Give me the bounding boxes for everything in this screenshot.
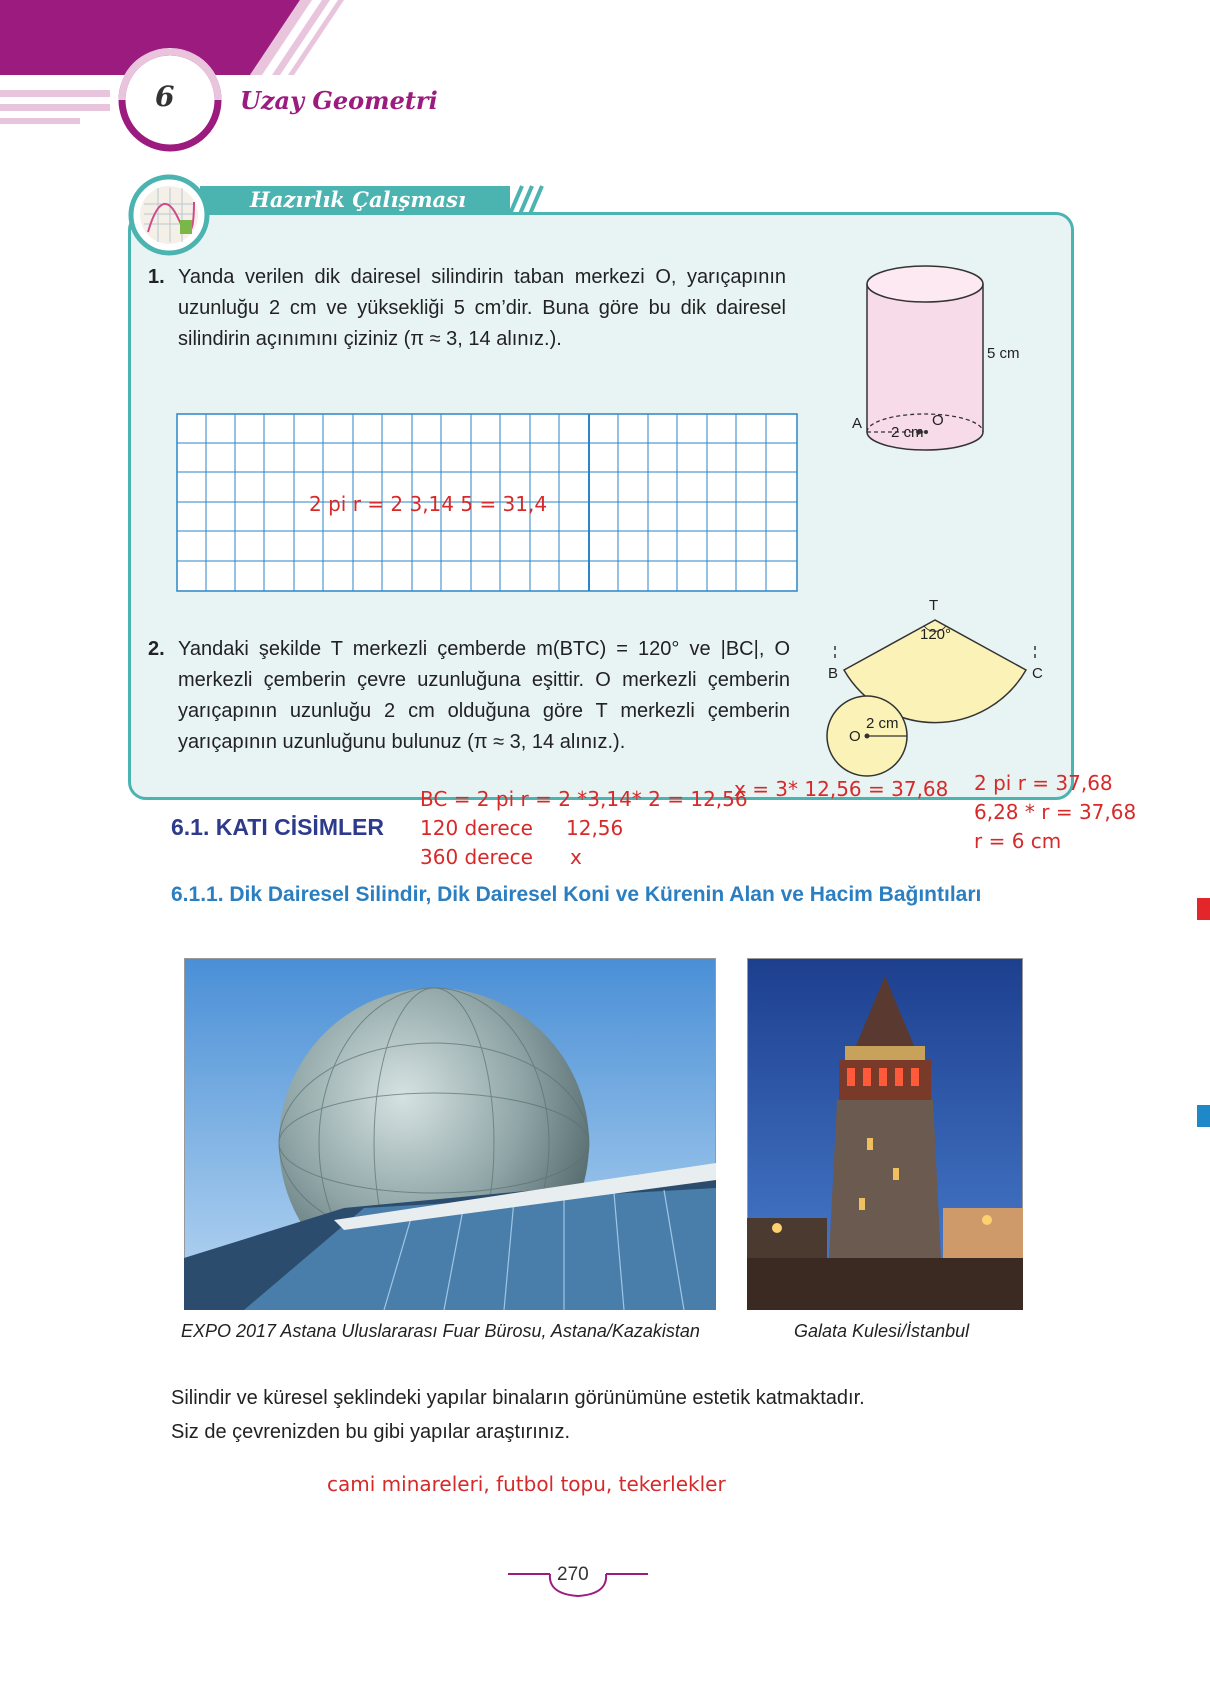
cylinder-point-a: A: [852, 415, 863, 432]
section-subheading: 6.1.1. Dik Dairesel Silindir, Dik Dairesel Koni ve Kürenin Alan ve Hacim Bağıntıları: [171, 883, 982, 906]
annotation-answer: cami minareleri, futbol topu, tekerlekler: [327, 1472, 726, 1496]
question-2-text: Yandaki şekilde T merkezli çemberde m(BTC) = 120° ve |BC|, O merkezli çemberin çevre uzunluğuna eşittir. O merkezli çemberin yarıçapının uzunluğu 2 cm olduğuna göre T merkezli çemberin yarıçapının uzunluğunu bulunuz (π ≈ 3, 14 alınız.).: [178, 638, 790, 753]
cylinder-radius-label: 2 cm: [891, 424, 924, 441]
circle-point-o: O: [849, 728, 861, 745]
sector-point-t: T: [929, 597, 939, 614]
sector-angle-label: 120°: [920, 626, 952, 643]
edge-marker-red: [1197, 898, 1210, 920]
cylinder-height-label: 5 cm: [987, 345, 1020, 362]
body-line-1: Silindir ve küresel şeklindeki yapılar binaların görünümüne estetik katmaktadır.: [171, 1387, 865, 1409]
annotation-deg120: 120 derece: [420, 816, 533, 840]
page-number: 270: [557, 1564, 589, 1585]
photo-galata-tower: [747, 958, 1023, 1310]
annotation-deg360: 360 derece: [420, 845, 533, 869]
prep-logo-icon: [128, 174, 210, 256]
annotation-r2: 6,28 * r = 37,68: [974, 800, 1137, 824]
caption-right: Galata Kulesi/İstanbul: [794, 1321, 970, 1341]
photo-astana-sphere: [184, 958, 716, 1310]
question-1-number: 1.: [148, 266, 165, 288]
edge-marker-blue: [1197, 1105, 1210, 1127]
question-2-number: 2.: [148, 638, 165, 660]
annotation-12-56: 12,56: [566, 816, 624, 840]
annotation-r1: 2 pi r = 37,68: [974, 771, 1113, 795]
question-1-text: Yanda verilen dik dairesel silindirin taban merkezi O, yarıçapının uzunluğu 2 cm ve yüksekliği 5 cm’dir. Buna göre bu dik dairesel silindirin açınımını çiziniz (π ≈ 3, 14 alınız.).: [178, 266, 786, 350]
annotation-x: x: [570, 845, 582, 869]
circle-radius-label: 2 cm: [866, 715, 899, 732]
cylinder-point-o: O: [932, 412, 944, 429]
annotation-bc: BC = 2 pi r = 2 *3,14* 2 = 12,56: [420, 787, 748, 811]
caption-left: EXPO 2017 Astana Uluslararası Fuar Bürosu, Astana/Kazakistan: [181, 1321, 700, 1341]
section-heading: 6.1. KATI CİSİMLER: [171, 814, 384, 840]
annotation-q1: 2 pi r = 2 3,14 5 = 31,4: [309, 492, 548, 516]
sector-point-c: C: [1032, 665, 1043, 682]
annotation-r3: r = 6 cm: [974, 829, 1062, 853]
chapter-number: 6: [155, 80, 175, 113]
body-line-2: Siz de çevrenizden bu gibi yapılar araştırınız.: [171, 1421, 571, 1443]
prep-title: Hazırlık Çalışması: [250, 187, 466, 212]
annotation-x-eq: x = 3* 12,56 = 37,68: [734, 777, 949, 801]
prep-title-stripes: [500, 184, 550, 216]
chapter-title: Uzay Geometri: [240, 86, 438, 115]
sector-point-b: B: [828, 665, 839, 682]
header-banner: [0, 0, 420, 160]
